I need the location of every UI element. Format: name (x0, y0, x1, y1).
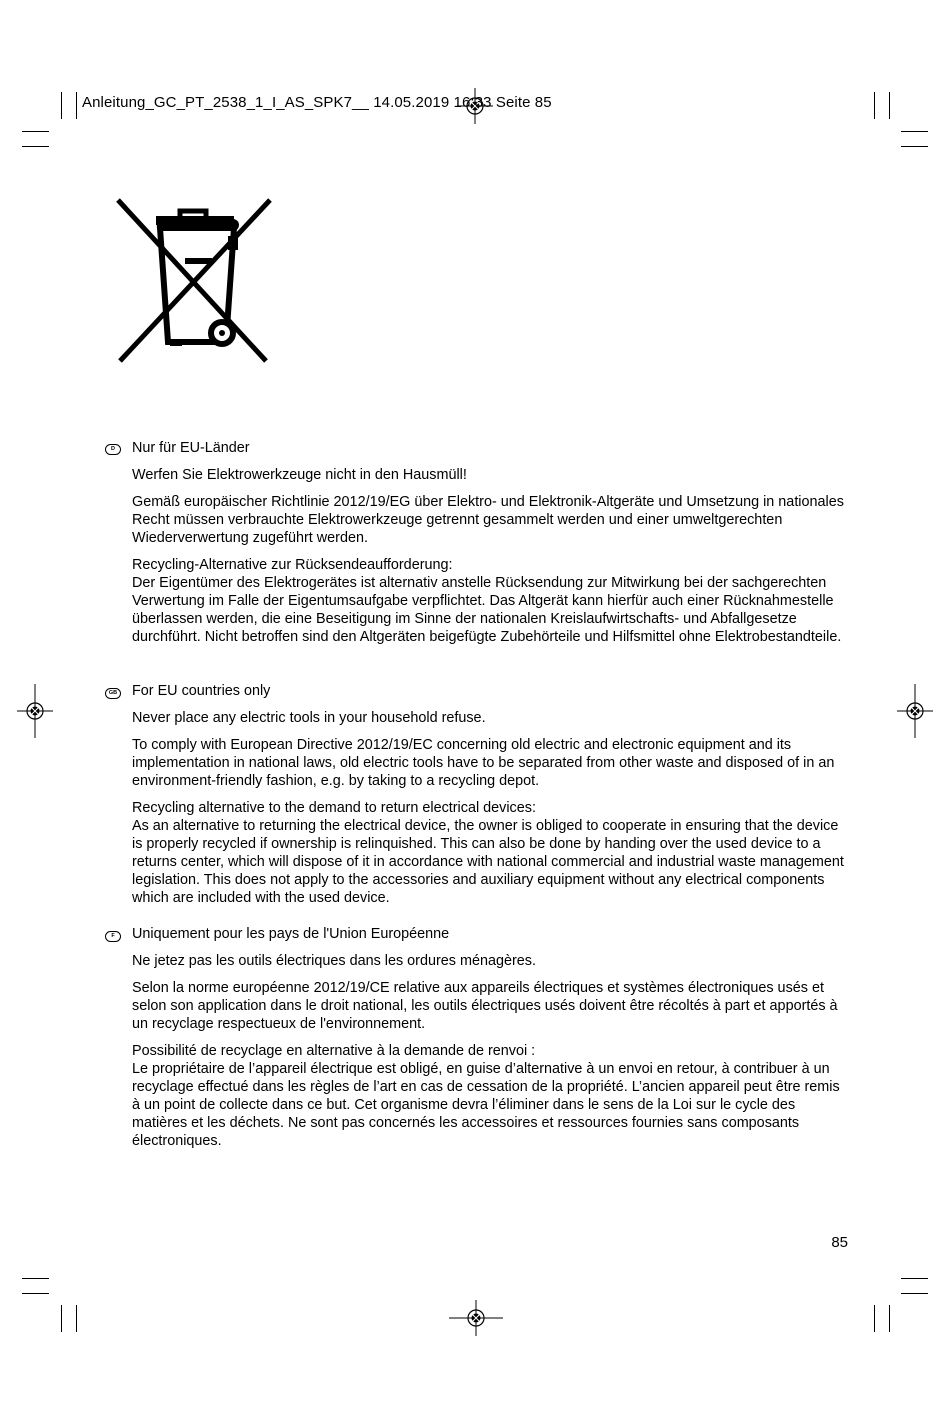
print-slug-header: Anleitung_GC_PT_2538_1_I_AS_SPK7__ 14.05.2019 16:33 Seite 85 (82, 94, 552, 111)
language-badge-gb: GB (105, 688, 121, 699)
recycling-title: Possibilité de recyclage en alternative à la demande de renvoi : (132, 1043, 536, 1059)
section-gb (132, 682, 844, 916)
registration-mark-bottom (449, 1300, 503, 1336)
recycling-text: Le propriétaire de l’appareil électrique est obligé, en guise d’alternative à un envoi en retour, à contribuer à un recyclage effectué dans les règles de l’art en cas de cessation de la propriété. L’ancien appareil peut être remis à un point de collecte dans ce but. Cet organisme devra l’éliminer dans le sens de la Loi sur le cycle des matières et les déchets. Ne sont pas concernés les accessoires et ressources fournies sans composants électroniques. (132, 1061, 840, 1149)
crossed-out-wheelie-bin-icon (116, 198, 272, 364)
section-fr (132, 925, 844, 1159)
page-number: 85 (831, 1234, 848, 1251)
paragraph: Gemäß europäischer Richtlinie 2012/19/EG über Elektro- und Elektronik-Altgeräte und Umsetzung in nationales Recht müssen verbrauchte Elektrowerkzeuge getrennt gesammelt werden und einer umweltgerechten Wiederverwertung zugeführt werden. (132, 494, 844, 546)
paragraph: Werfen Sie Elektrowerkzeuge nicht in den Hausmüll! (132, 467, 467, 483)
recycling-text: As an alternative to returning the electrical device, the owner is obliged to cooperate in ensuring that the device is properly recycled if ownership is relinquished. This can also be done by handing over the used device to a returns center, which will dispose of it in accordance with national commercial and industrial waste management legislation. This does not apply to the accessories and auxiliary equipment without any electrical components which are included with the used device. (132, 818, 844, 906)
section-title: For EU countries only (132, 683, 271, 699)
registration-mark-left (17, 684, 53, 738)
paragraph: Ne jetez pas les outils électriques dans les ordures ménagères. (132, 953, 536, 969)
recycling-text: Der Eigentümer des Elektrogerätes ist alternativ anstelle Rücksendung zur Mitwirkung bei der sachgerechten Verwertung im Falle der Eigentumsaufgabe verpflichtet. Das Altgerät kann hierfür auch einer Rücknahmestelle überlassen werden, die eine Beseitigung im Sinne der nationalen Kreislaufwirtschafts- und Abfallgesetze durchführt. Nicht betroffen sind den Altgeräten beigefügte Zubehörteile und Hilfsmittel ohne Elektrobestandteile. (132, 575, 842, 645)
paragraph: To comply with European Directive 2012/19/EC concerning old electric and electronic equipment and its implementation in national laws, old electric tools have to be separated from other waste and disposed of in an environment-friendly fashion, e.g. by taking to a recycling depot. (132, 737, 835, 789)
recycling-title: Recycling alternative to the demand to return electrical devices: (132, 800, 536, 816)
paragraph: Selon la norme européenne 2012/19/CE relative aux appareils électriques et systèmes électroniques usés et selon son application dans le droit national, les outils électriques usés doivent être récoltés à part et apportés à un recyclage respectueux de l'environnement. (132, 980, 838, 1032)
language-badge-fr: F (105, 931, 121, 942)
recycling-title: Recycling-Alternative zur Rücksendeaufforderung: (132, 557, 453, 573)
language-badge-de: D (105, 444, 121, 455)
registration-mark-right (897, 684, 933, 738)
section-title: Nur für EU-Länder (132, 440, 250, 456)
paragraph: Never place any electric tools in your household refuse. (132, 710, 486, 726)
section-title: Uniquement pour les pays de l'Union Européenne (132, 926, 450, 942)
section-de (132, 439, 844, 655)
